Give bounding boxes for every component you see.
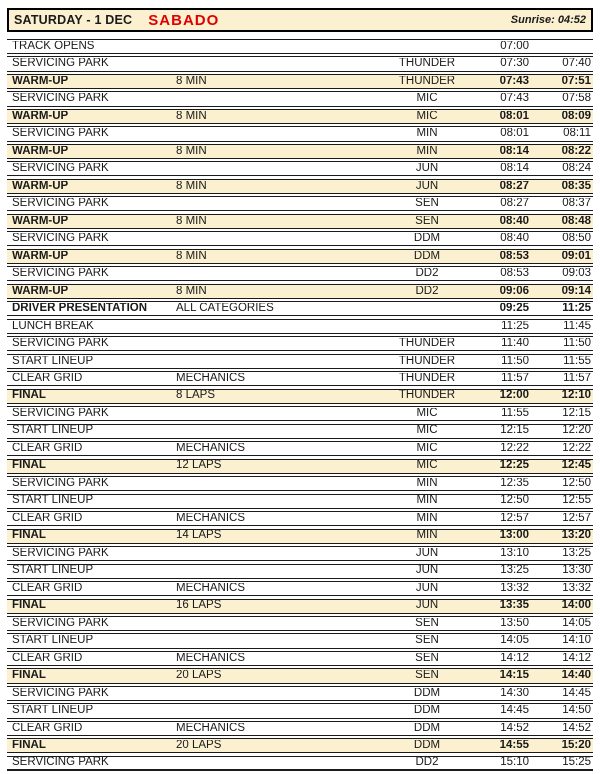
cell-event: SERVICING PARK [12,198,109,210]
cell-event: SERVICING PARK [12,93,109,105]
cell-end-time: 09:14 [561,285,591,297]
schedule-row [7,738,593,753]
cell-start-time: 11:50 [501,355,529,367]
cell-end-time: 07:40 [562,58,591,70]
cell-category: DDM [413,233,441,245]
cell-category: MIN [416,530,438,542]
cell-start-time: 13:10 [500,547,529,559]
cell-event: SERVICING PARK [12,407,109,419]
cell-detail: 8 MIN [176,145,207,157]
cell-end-time: 14:45 [562,687,591,699]
schedule-row [7,56,593,71]
cell-category: THUNDER [398,338,456,350]
schedule-row [7,633,593,648]
day-header [7,8,593,32]
cell-start-time: 08:27 [499,180,529,192]
cell-start-time: 11:40 [501,338,529,350]
schedule-row [7,441,593,456]
cell-end-time: 07:51 [561,75,591,87]
schedule-row [7,406,593,421]
cell-category: DDM [413,705,441,717]
cell-start-time: 14:52 [500,722,529,734]
cell-category: THUNDER [398,373,456,384]
cell-event: CLEAR GRID [12,373,83,384]
cell-end-time: 12:55 [562,495,591,507]
schedule-row [7,511,593,526]
cell-end-time: 08:37 [562,198,591,210]
cell-event: SERVICING PARK [12,757,109,769]
schedule-table [7,39,593,771]
cell-detail: MECHANICS [176,652,246,664]
cell-end-time: 12:10 [561,390,591,402]
cell-start-time: 13:32 [500,582,529,594]
schedule-row [7,266,593,281]
cell-event: SERVICING PARK [12,687,109,699]
cell-detail: 8 MIN [176,75,207,87]
cell-end-time: 11:45 [563,320,591,332]
cell-category: MIN [416,477,438,489]
day-title: SATURDAY - 1 DEC [14,13,133,27]
schedule-row [7,39,593,54]
cell-event: WARM-UP [12,110,69,122]
cell-event: SERVICING PARK [12,58,109,70]
cell-category: MIC [416,425,438,437]
cell-detail: 8 MIN [176,180,207,192]
cell-start-time: 07:30 [500,58,529,70]
cell-event: WARM-UP [12,215,69,227]
cell-event: SERVICING PARK [12,128,109,140]
schedule-row [7,494,593,509]
cell-start-time: 12:22 [500,442,529,454]
cell-end-time: 13:20 [561,530,591,542]
schedule-row [7,703,593,718]
cell-event: CLEAR GRID [12,582,83,594]
cell-category: MIC [416,93,438,105]
cell-event: FINAL [12,600,46,612]
cell-start-time: 11:55 [501,407,529,419]
schedule-row [7,651,593,666]
schedule-row [7,721,593,736]
cell-category: DD2 [415,268,439,280]
cell-start-time: 09:25 [499,303,529,315]
cell-end-time: 08:24 [562,163,591,175]
cell-start-time: 15:10 [500,757,529,769]
schedule-row [7,581,593,596]
schedule-row [7,564,593,579]
cell-category: DDM [413,687,441,699]
cell-event: START LINEUP [12,425,94,437]
cell-end-time: 08:11 [563,128,591,140]
schedule-row [7,179,593,194]
cell-end-time: 08:22 [561,145,591,157]
cell-end-time: 09:01 [561,250,591,262]
cell-event: SERVICING PARK [12,338,109,350]
cell-category: SEN [415,198,439,210]
cell-event: TRACK OPENS [12,40,95,52]
cell-event: SERVICING PARK [12,163,109,175]
cell-category: JUN [415,180,439,192]
cell-event: CLEAR GRID [12,442,83,454]
cell-start-time: 12:57 [500,512,529,524]
cell-end-time: 11:50 [563,338,591,350]
schedule-row [7,459,593,474]
cell-category: THUNDER [398,75,456,87]
cell-end-time: 08:35 [561,180,591,192]
cell-event: FINAL [12,740,46,752]
cell-category: SEN [415,635,439,647]
cell-start-time: 12:50 [500,495,529,507]
schedule-row [7,74,593,89]
cell-end-time: 13:32 [562,582,591,594]
cell-event: SERVICING PARK [12,547,109,559]
cell-event: DRIVER PRESENTATION [12,303,148,315]
cell-end-time: 15:25 [562,757,591,769]
cell-start-time: 12:35 [500,477,529,489]
cell-event: SERVICING PARK [12,617,109,629]
cell-category: SEN [415,670,439,682]
schedule-row [7,476,593,491]
cell-end-time: 09:03 [562,268,591,280]
schedule-row [7,336,593,351]
cell-start-time: 11:25 [501,320,529,332]
schedule-row [7,319,593,334]
cell-detail: 12 LAPS [176,460,222,472]
cell-end-time: 08:48 [561,215,591,227]
cell-start-time: 08:01 [499,110,529,122]
cell-event: WARM-UP [12,75,69,87]
cell-end-time: 07:58 [562,93,591,105]
cell-event: WARM-UP [12,145,69,157]
cell-event: WARM-UP [12,250,69,262]
cell-end-time: 14:10 [562,635,591,647]
schedule-row [7,91,593,106]
cell-start-time: 14:30 [500,687,529,699]
schedule-row [7,196,593,211]
cell-start-time: 12:15 [500,425,529,437]
cell-start-time: 08:53 [499,250,529,262]
cell-end-time: 12:57 [562,512,591,524]
cell-event: WARM-UP [12,285,69,297]
cell-end-time: 13:25 [562,547,591,559]
cell-end-time: 12:20 [562,425,591,437]
schedule-row [7,424,593,439]
schedule-row [7,161,593,176]
cell-start-time: 12:25 [499,460,529,472]
cell-detail: 8 MIN [176,250,207,262]
cell-category: DDM [413,740,441,752]
schedule-row [7,301,593,316]
schedule-row [7,546,593,561]
cell-event: FINAL [12,670,46,682]
cell-category: MIC [416,407,438,419]
cell-category: SEN [415,617,439,629]
cell-detail: MECHANICS [176,512,246,524]
cell-end-time: 14:12 [562,652,591,664]
cell-end-time: 15:20 [561,740,591,752]
cell-detail: 14 LAPS [176,530,222,542]
schedule-row [7,249,593,264]
cell-event: START LINEUP [12,495,94,507]
cell-category: DD2 [415,285,439,297]
schedule-row [7,686,593,701]
cell-start-time: 07:00 [500,40,529,52]
cell-start-time: 09:06 [499,285,529,297]
cell-detail: 8 MIN [176,285,207,297]
cell-category: JUN [415,600,439,612]
cell-start-time: 13:25 [500,565,529,577]
schedule-row [7,144,593,159]
cell-start-time: 12:00 [499,390,529,402]
cell-start-time: 14:05 [500,635,529,647]
cell-event: SERVICING PARK [12,233,109,245]
cell-event: SERVICING PARK [12,268,109,280]
schedule-row [7,354,593,369]
cell-detail: 8 MIN [176,110,207,122]
cell-detail: 8 MIN [176,215,207,227]
cell-start-time: 08:27 [500,198,529,210]
cell-end-time: 14:50 [562,705,591,717]
cell-category: THUNDER [398,58,456,70]
cell-event: FINAL [12,390,46,402]
cell-category: MIC [416,110,438,122]
cell-start-time: 14:12 [500,652,529,664]
cell-start-time: 14:15 [499,670,529,682]
cell-category: MIN [416,512,438,524]
cell-detail: 8 LAPS [176,390,215,402]
cell-detail: 20 LAPS [176,740,222,752]
cell-category: DDM [413,250,441,262]
cell-event: START LINEUP [12,355,94,367]
cell-start-time: 08:53 [500,268,529,280]
cell-category: JUN [415,582,439,594]
cell-end-time: 12:15 [562,407,591,419]
cell-event: FINAL [12,530,46,542]
schedule-row [7,284,593,299]
cell-start-time: 08:14 [499,145,529,157]
cell-detail: MECHANICS [176,373,246,384]
cell-category: JUN [415,547,439,559]
cell-event: CLEAR GRID [12,722,83,734]
cell-event: CLEAR GRID [12,512,83,524]
cell-end-time: 14:05 [562,617,591,629]
cell-event: START LINEUP [12,635,94,647]
cell-category: MIC [416,442,438,454]
cell-category: SEN [415,652,439,664]
schedule-row [7,389,593,404]
cell-event: START LINEUP [12,705,94,717]
cell-end-time: 11:55 [563,355,591,367]
schedule-row [7,616,593,631]
cell-end-time: 08:09 [561,110,591,122]
cell-detail: MECHANICS [176,582,246,594]
cell-end-time: 11:25 [562,303,591,315]
cell-category: THUNDER [398,390,456,402]
schedule-row [7,214,593,229]
cell-category: SEN [415,215,439,227]
cell-start-time: 08:40 [499,215,529,227]
cell-detail: MECHANICS [176,442,246,454]
cell-detail: 16 LAPS [176,600,222,612]
cell-event: LUNCH BREAK [12,320,94,332]
cell-event: FINAL [12,460,46,472]
schedule-row [7,599,593,614]
cell-category: JUN [415,163,439,175]
schedule-row [7,668,593,683]
cell-start-time: 07:43 [499,75,529,87]
cell-detail: MECHANICS [176,722,246,734]
cell-end-time: 12:22 [562,442,591,454]
schedule-row [7,529,593,544]
cell-start-time: 08:14 [500,163,529,175]
cell-category: DD2 [415,757,439,769]
schedule-row [7,371,593,386]
cell-end-time: 14:00 [561,600,591,612]
cell-category: JUN [415,565,439,577]
cell-end-time: 11:57 [563,373,591,384]
cell-end-time: 08:50 [562,233,591,245]
cell-start-time: 11:57 [501,373,529,384]
cell-start-time: 08:01 [500,128,529,140]
cell-end-time: 14:40 [561,670,591,682]
cell-category: DDM [413,722,441,734]
cell-start-time: 14:55 [499,740,529,752]
cell-end-time: 12:45 [561,460,591,472]
cell-event: SERVICING PARK [12,477,109,489]
schedule-row [7,231,593,246]
cell-start-time: 13:35 [499,600,529,612]
cell-category: MIC [416,460,438,472]
cell-end-time: 13:30 [562,565,591,577]
cell-event: CLEAR GRID [12,652,83,664]
cell-detail: 20 LAPS [176,670,222,682]
cell-start-time: 07:43 [500,93,529,105]
schedule-row [7,756,593,771]
sunrise-label: Sunrise: 04:52 [510,14,586,26]
cell-start-time: 08:40 [500,233,529,245]
cell-category: MIN [416,495,438,507]
schedule-row [7,126,593,141]
cell-event: WARM-UP [12,180,69,192]
cell-end-time: 12:50 [562,477,591,489]
schedule-row [7,109,593,124]
day-title-local: SABADO [148,11,220,29]
cell-start-time: 13:00 [499,530,529,542]
cell-category: THUNDER [398,355,456,367]
cell-start-time: 13:50 [500,617,529,629]
cell-category: MIN [416,128,438,140]
cell-event: START LINEUP [12,565,94,577]
cell-category: MIN [416,145,438,157]
cell-detail: ALL CATEGORIES [176,303,274,315]
cell-start-time: 14:45 [500,705,529,717]
cell-end-time: 14:52 [562,722,591,734]
